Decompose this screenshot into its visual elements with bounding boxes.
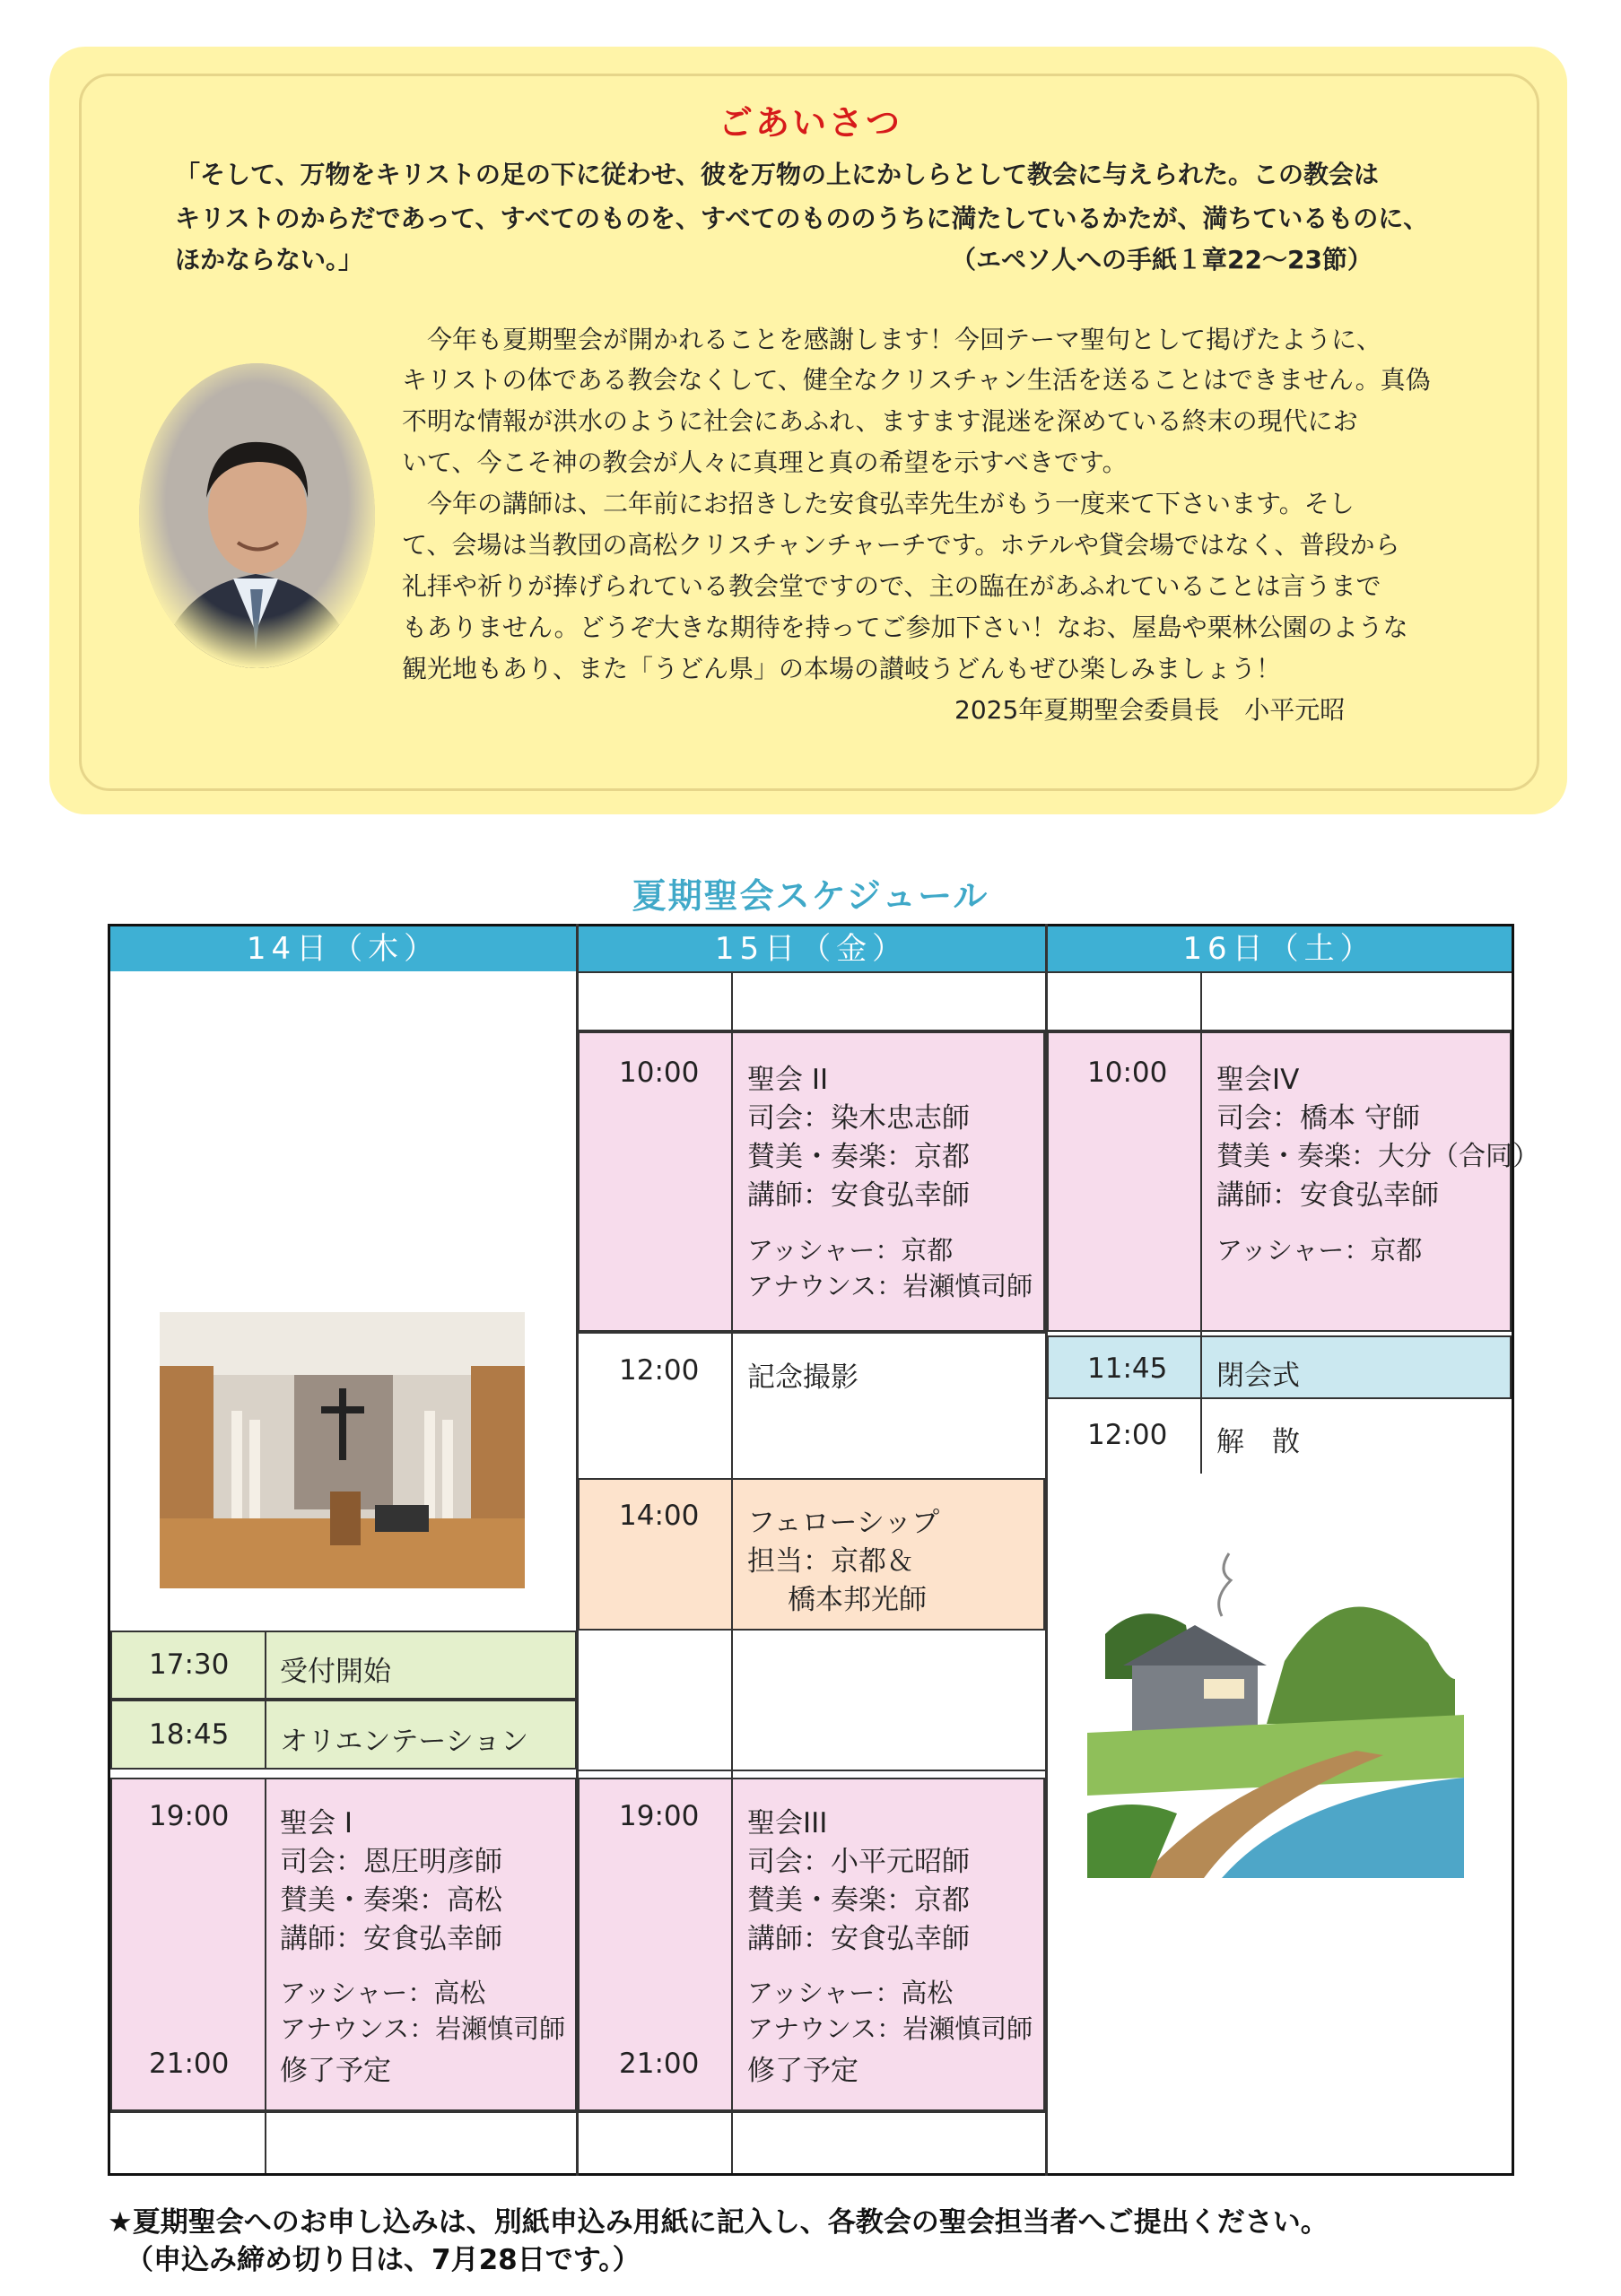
- session1-line: 講師：安食弘幸師: [280, 1923, 502, 1955]
- group-photo: 記念撮影: [747, 1361, 858, 1394]
- deadline-note: （申込み締め切り日は、7月28日です。）: [126, 2244, 641, 2276]
- verse-reference: （エペソ人への手紙１章22〜23節）: [951, 245, 1373, 274]
- session2-line: 賛美・奏楽：京都: [747, 1141, 970, 1173]
- session1-line: 賛美・奏楽：高松: [280, 1884, 502, 1917]
- session4-line: 講師：安食弘幸師: [1216, 1179, 1439, 1212]
- session2-line: 講師：安食弘幸師: [747, 1179, 970, 1212]
- verse-line: 「そして、万物をキリストの足の下に従わせ、彼を万物の上にかしらとして教会に与えられた。この教会は: [175, 160, 1380, 189]
- greeting-paragraph-line: もありません。どうぞ大きな期待を持ってご参加下さい！なお、屋島や栗林公園のような: [402, 613, 1408, 642]
- session1-line: アナウンス：岩瀬慎司師: [280, 2013, 566, 2044]
- dismiss-time: 12:00: [1087, 1419, 1168, 1451]
- fellowship-time: 14:00: [619, 1500, 700, 1532]
- row-divider: [1047, 971, 1512, 973]
- session3-line: 賛美・奏楽：京都: [747, 1884, 970, 1917]
- closing-label: 閉会式: [1216, 1360, 1300, 1392]
- session1-line: 聖会 I: [280, 1807, 353, 1839]
- greeting-paragraph-line: て、会場は当教団の高松クリスチャンチャーチです。ホテルや貸会場ではなく、普段から: [402, 530, 1400, 560]
- greeting-signature: 2025年夏期聖会委員長 小平元昭: [954, 695, 1346, 725]
- time-divider: [1200, 1031, 1202, 1332]
- verse-line: キリストのからだであって、すべてのものを、すべてのもののうちに満たしているかたが、満ちているものに、: [175, 204, 1429, 233]
- day-header-16: 16日（土）: [1047, 926, 1512, 971]
- application-note: ★夏期聖会へのお申し込みは、別紙申込み用紙に記入し、各教会の聖会担当者へご提出ください。: [108, 2206, 1329, 2239]
- session3-line: 修了予定: [747, 2055, 858, 2087]
- greeting-paragraph-line: 今年の講師は、二年前にお招きした安食弘幸先生がもう一度来て下さいます。そし: [402, 489, 1355, 518]
- session1-line: 修了予定: [280, 2055, 391, 2087]
- session4-line: 賛美・奏楽：大分（合同）: [1216, 1141, 1539, 1172]
- session4-time: 10:00: [1087, 1057, 1168, 1089]
- schedule-title: 夏期聖会スケジュール: [632, 876, 989, 916]
- greeting-title: ごあいさつ: [718, 103, 902, 143]
- session4-line: アッシャー：京都: [1216, 1235, 1423, 1265]
- session2-time: 10:00: [619, 1057, 700, 1089]
- session2-line: アナウンス：岩瀬慎司師: [747, 1271, 1033, 1301]
- dismiss-label: 解 散: [1216, 1426, 1300, 1458]
- fellowship-line: フェローシップ: [747, 1507, 940, 1539]
- time-divider: [731, 1031, 733, 1332]
- closing-time: 11:45: [1087, 1352, 1168, 1385]
- row-divider: [578, 1770, 1045, 1771]
- session1-end: 21:00: [149, 2048, 230, 2080]
- time-divider: [265, 1778, 266, 2173]
- portrait-image: [139, 363, 375, 668]
- row-divider: [578, 1332, 1045, 1334]
- session3-line: 司会：小平元昭師: [747, 1846, 970, 1878]
- fellowship-line: 橋本邦光師: [788, 1584, 927, 1616]
- row-divider: [110, 2111, 577, 2113]
- time-divider: [731, 1478, 733, 1631]
- session1-line: 司会：恩圧明彦師: [280, 1846, 502, 1878]
- greeting-paragraph-line: キリストの体である教会なくして、健全なクリスチャン生活を送ることはできません。真偽: [402, 365, 1431, 395]
- row-divider: [578, 971, 1045, 973]
- greeting-paragraph-line: 不明な情報が洪水のように社会にあふれ、ますます混迷を深めている終末の現代にお: [402, 406, 1358, 436]
- session2-line: アッシャー：京都: [747, 1235, 954, 1265]
- photo-time: 12:00: [619, 1354, 700, 1387]
- day-header-14: 14日（木）: [110, 926, 576, 971]
- greeting-paragraph-line: 観光地もあり、また「うどん県」の本場の讃岐うどんもぜひ楽しみましょう！: [402, 654, 1282, 683]
- day-header-15: 15日（金）: [578, 926, 1045, 971]
- session3-start: 19:00: [619, 1800, 700, 1832]
- session1-line: アッシャー：高松: [280, 1978, 486, 2008]
- session2-line: 聖会 II: [747, 1064, 829, 1096]
- verse-line: ほかならない。」: [175, 245, 364, 274]
- session4-line: 司会：橋本 守師: [1216, 1102, 1420, 1135]
- speaker-portrait: [139, 363, 375, 668]
- time-1730: 17:30: [149, 1648, 230, 1681]
- session3-line: 聖会III: [747, 1807, 828, 1839]
- event-reception: 受付開始: [280, 1656, 391, 1688]
- row-divider: [578, 2111, 1045, 2113]
- fellowship-line: 担当：京都＆: [747, 1545, 914, 1578]
- session3-line: 講師：安食弘幸師: [747, 1923, 970, 1955]
- time-divider: [731, 1778, 733, 2111]
- time-1845: 18:45: [149, 1718, 230, 1751]
- time-divider: [265, 1700, 266, 1770]
- udon-shop-illustration: [1087, 1544, 1464, 1878]
- greeting-paragraph-line: 今年も夏期聖会が開かれることを感謝します！今回テーマ聖句として掲げたように、: [402, 325, 1382, 354]
- session3-line: アナウンス：岩瀬慎司師: [747, 2013, 1033, 2044]
- session2-line: 司会：染木忠志師: [747, 1102, 970, 1135]
- event-orientation: オリエンテーション: [280, 1726, 529, 1758]
- greeting-paragraph-line: いて、今こそ神の教会が人々に真理と真の希望を示すべきです。: [402, 448, 1128, 477]
- session1-start: 19:00: [149, 1800, 230, 1832]
- session3-end: 21:00: [619, 2048, 700, 2080]
- session3-line: アッシャー：高松: [747, 1978, 954, 2008]
- church-sanctuary-photo: [160, 1312, 525, 1588]
- greeting-paragraph-line: 礼拝や祈りが捧げられている教会堂ですので、主の臨在があふれていることは言うまで: [402, 571, 1381, 601]
- time-divider: [1200, 1335, 1202, 1474]
- session4-line: 聖会IV: [1216, 1064, 1300, 1096]
